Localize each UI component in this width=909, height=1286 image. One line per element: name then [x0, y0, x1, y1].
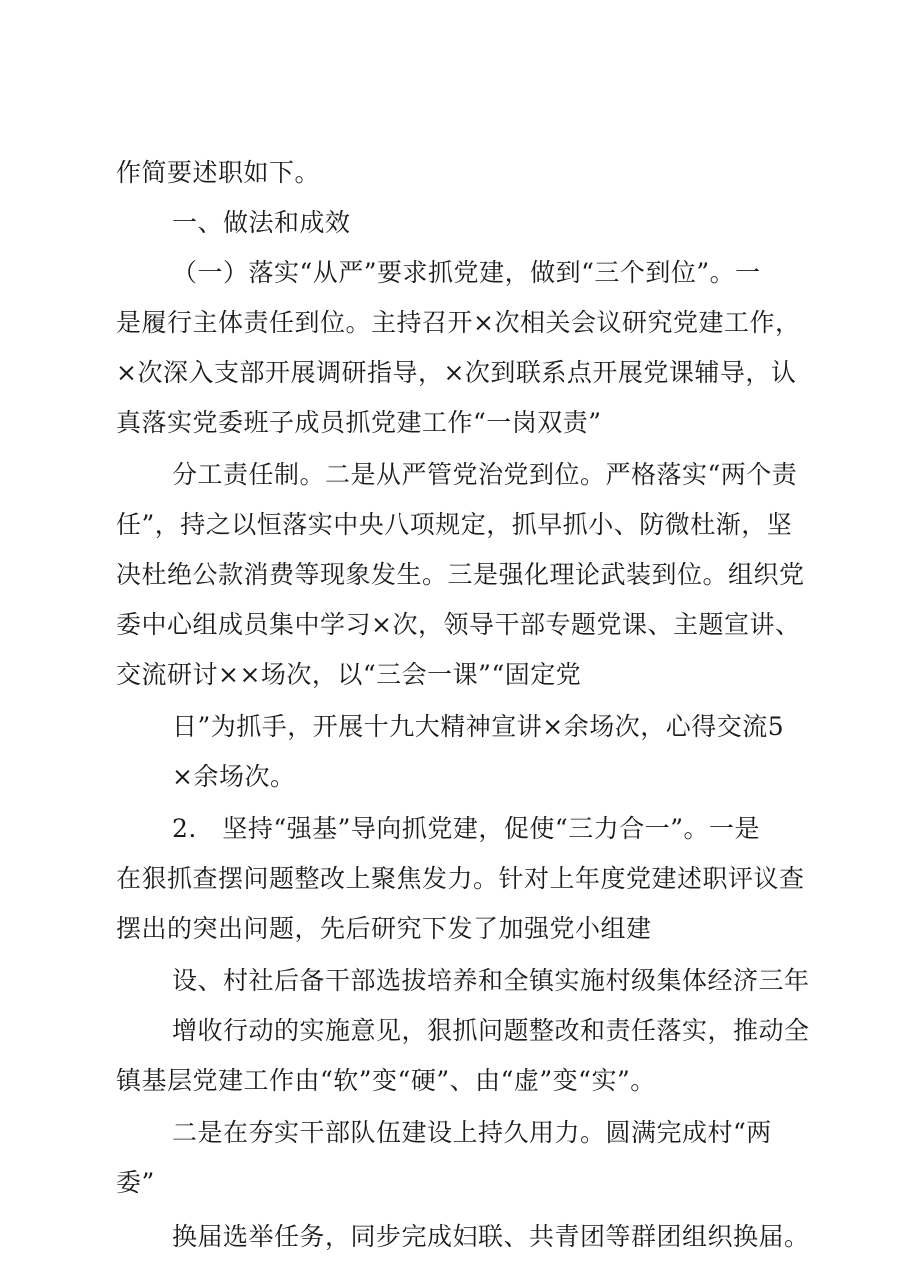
text-line: 交流研讨××场次，以“三会一课”“固定党 [116, 660, 582, 689]
text-line: 真落实党委班子成员抓党建工作“一岗双责” [116, 408, 602, 437]
text-line: ×余场次。 [172, 762, 296, 791]
text-line: 换届选举任务，同步完成妇联、共青团等群团组织换届。 [172, 1222, 810, 1251]
text-line: 设、村社后备干部选拔培养和全镇实施村级集体经济三年 [172, 966, 810, 995]
section-heading: 一、做法和成效 [172, 208, 351, 237]
text-line: 任”，持之以恒落实中央八项规定，抓早抓小、防微杜渐，坚 [116, 510, 793, 539]
text-line: 作简要述职如下。 [116, 158, 321, 187]
text-line: 分工责任制。二是从严管党治党到位。严格落实“两个责 [172, 460, 798, 489]
text-line: （一）落实“从严”要求抓党建，做到“三个到位”。一 [172, 258, 761, 287]
text-line: 日”为抓手，开展十九大精神宣讲×余场次，心得交流5 [172, 712, 785, 741]
text-line: 2. 坚持“强基”导向抓党建，促使“三力合一”。一是 [172, 814, 760, 843]
text-line: 二是在夯实干部队伍建设上持久用力。圆满完成村“两 [172, 1118, 772, 1147]
text-line: 决杜绝公款消费等现象发生。三是强化理论武装到位。组织党 [116, 560, 805, 589]
text-line: 摆出的突出问题，先后研究下发了加强党小组建 [116, 914, 652, 943]
text-line: 增收行动的实施意见，狠抓问题整改和责任落实，推动全 [172, 1016, 810, 1045]
text-line: 委” [116, 1168, 155, 1197]
text-line: 在狠抓查摆问题整改上聚焦发力。针对上年度党建述职评议查 [116, 864, 805, 893]
text-line: 是履行主体责任到位。主持召开×次相关会议研究党建工作， [116, 308, 801, 337]
text-line: ×次深入支部开展调研指导，×次到联系点开展党课辅导，认 [116, 358, 797, 387]
text-line: 委中心组成员集中学习×次，领导干部专题党课、主题宣讲、 [116, 610, 801, 639]
text-line: 镇基层党建工作由“软”变“硬”、由“虚”变“实”。 [116, 1066, 656, 1095]
